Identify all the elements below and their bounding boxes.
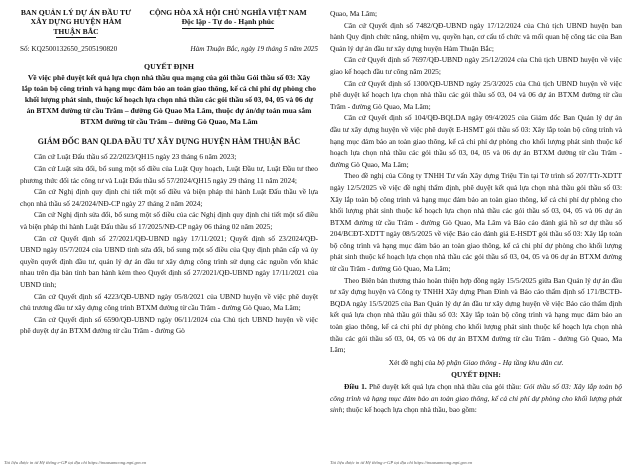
document-header [20, 8, 318, 38]
legal-basis-item: Theo Biên bản thương thảo hoàn thiện hợp đồng ngày 15/5/2025 giữa Ban Quản lý dự án đầu tư xây dựng huyện và Công ty TNHH Xây dựng Phan Đình và Báo cáo thẩm định số 171/BCTĐ-BQDA ngày 15/5/2025 của Ban Quản lý dự án đầu tư xây dựng huyện về việc Báo cáo thẩm định kết quả lựa chọn nhà thầu gói thầu số 03: Xây lắp toàn bộ công trình và hạng mục đảm bảo an toàn giao thông, kể cả chi phí dự phòng cho khối lượng phát sinh thuộc kế hoạch lựa chọn nhà thầu các gói thầu số 03, 04, 05 và 06 dự án BTXM đường từ cầu Trâm - đường Gò Quao, Ma Lâm; [330, 275, 622, 355]
legal-basis-item: Căn cứ Quyết định số 7482/QĐ-UBND ngày 17/12/2024 của Chủ tịch UBND huyện ban hành Quy định chức năng, nhiệm vụ, quyền hạn, cơ cấu tổ chức và mối quan hệ công tác của Ban Quản lý dự án đầu tư xây dựng huyện Hàm Thuận Bắc; [330, 20, 622, 53]
recommendation-line [330, 357, 622, 369]
legal-basis-item: Căn cứ Nghị định sửa đổi, bổ sung một số điều của các Nghị định quy định chi tiết một số điều và biện pháp thi hành Luật Đấu thầu số 17/2025/NĐ-CP ngày 06 tháng 02 năm 2025; [20, 210, 318, 231]
legal-basis-item: Căn cứ Quyết định số 6590/QĐ-UBND ngày 06/11/2024 của Chủ tịch UBND huyện về việc phê duyệt dự án BTXM đường từ cầu Trâm - đường Gò [20, 314, 318, 336]
issuing-agency [20, 8, 132, 38]
nation-name: CỘNG HÒA XÃ HỘI CHỦ NGHĨA VIỆT NAM [149, 8, 307, 17]
legal-basis-item: Căn cứ Luật Đấu thầu số 22/2023/QH15 ngày 23 tháng 6 năm 2023; [34, 152, 237, 162]
decision-heading: QUYẾT ĐỊNH: [451, 370, 501, 380]
legal-basis-item: Căn cứ Quyết định số 7697/QĐ-UBND ngày 25/12/2024 của Chủ tịch UBND huyện về việc giao kế hoạch đầu tư công năm 2025; [330, 55, 622, 76]
page-footer-left: Tài liệu được in từ Hệ thống e-GP tại địa chỉ https://muasamcong.mpi.gov.vn [4, 460, 147, 465]
legal-basis-item: Căn cứ Nghị định quy định chi tiết một số điều và biện pháp thi hành Luật Đấu thầu về lựa chọn nhà thầu số 24/2024/NĐ-CP ngày 27 tháng 2 năm 2024; [20, 187, 318, 208]
national-motto: Độc lập - Tự do - Hạnh phúc [181, 17, 275, 27]
right-column [330, 8, 622, 416]
package-name: Gói thầu số 03: Xây lắp toàn bộ công trình và hạng mục đảm bảo an toàn giao thông, kể cả chi phí dự phòng cho khối lượng phát sinh [330, 382, 622, 415]
legal-basis-item: Căn cứ Quyết định số 104/QĐ-BQLDA ngày 09/4/2025 của Giám đốc Ban Quản lý dự án đầu tư xây dựng huyện về việc phê duyệt E-HSMT gói thầu số 03: Xây lắp toàn bộ công trình và hạng mục đảm bảo an toàn giao thông, kể cả chi phí dự phòng cho khối lượng phát sinh thuộc kế hoạch lựa chọn nhà thầu các gói thầu số 03, 04, 05 và 06 dự án BTXM đường từ cầu Trâm - đường Gò Quao, Ma Lâm; [330, 113, 622, 169]
issuing-authority: GIÁM ĐỐC BAN QLDA ĐẦU TƯ XÂY DỰNG HUYỆN HÀM THUẬN BẮC [37, 137, 301, 147]
motto-underline [182, 28, 274, 29]
recommendation-suffix: . [561, 357, 564, 367]
article-1-text-end: ; thuộc kế hoạch lựa chọn nhà thầu, bao gồm: [342, 405, 477, 415]
agency-underline [56, 37, 96, 38]
article-1 [330, 381, 622, 416]
agency-name: BAN QUẢN LÝ DỰ ÁN ĐẦU TƯ XÂY DỰNG HUYỆN HÀM THUẬN BẮC [20, 8, 132, 36]
legal-basis-item: Căn cứ Quyết định số 27/2021/QĐ-UBND ngày 17/11/2021; Quyết định số 23/2024/QĐ-UBND ngày 05/7/2024 của UBND tỉnh sửa đổi, bổ sung một số điều của Quy định phân cấp và ủy quyền quyết định đầu tư, quản lý dự án đầu tư xây dựng công trình sử dụng các nguồn vốn khác nhau trên địa bàn tỉnh ban hành kèm theo Quyết định số 27/2021/QĐ-UBND ngày 17/11/2021 của UBND tỉnh; [20, 233, 318, 289]
number-date-row [20, 44, 318, 56]
place-date: Hàm Thuận Bắc, ngày 19 tháng 5 năm 2025 [190, 45, 318, 54]
page-footer-right: Tài liệu được in từ Hệ thống e-GP tại địa chỉ https://muasamcong.mpi.gov.vn [330, 460, 473, 465]
recommendation-prefix: Xét đề nghị của [388, 357, 438, 367]
left-column [20, 8, 318, 337]
recommending-unit: bộ phận Giao thông - Hạ tầng khu dân cư [437, 357, 562, 367]
article-1-text: Phê duyệt kết quả lựa chọn nhà thầu của gói thầu: [366, 382, 524, 391]
continued-text: Quao, Ma Lâm; [330, 9, 377, 18]
legal-basis-list [20, 151, 318, 337]
national-heading [138, 8, 318, 38]
legal-basis-item: Căn cứ Luật sửa đổi, bổ sung một số điều của Luật Quy hoạch, Luật Đầu tư, Luật Đầu tư theo phương thức đối tác công tư và Luật Đấu thầu số 57/2024/QH15 ngày 29 tháng 11 năm 2024; [20, 164, 318, 185]
article-1-label: Điều 1. [344, 382, 367, 391]
legal-basis-item: Căn cứ Quyết định số 1300/QĐ-UBND ngày 25/3/2025 của Chủ tịch UBND huyện về việc phê duyệt kế hoạch lựa chọn nhà thầu các gói thầu số 03, 04 và 06 dự án BTXM đường từ cầu Trâm - đường Gò Quao, Ma Lâm; [330, 78, 622, 111]
document-title: QUYẾT ĐỊNH [144, 61, 194, 71]
document-number: Số: KQ2500132650_2505190820 [20, 45, 118, 54]
document-subject: Về việc phê duyệt kết quả lựa chọn nhà thầu qua mạng của gói thầu Gói thầu số 03: Xây lắp toàn bộ công trình và hạng mục đảm bảo an toàn giao thông, kế cả chi phí dự phòng cho khối lượng phát sinh, thuộc kế hoạch lựa chọn nhà thầu các gói thầu số 03, 04, 05 và 06 dự án BTXM đường từ cầu Trâm – đường Gò Quao Ma Lâm, thuộc dự án/dự toán mua sắm BTXM đường từ cầu Trâm – đường Gò Quao, Ma Lâm [22, 73, 316, 127]
legal-basis-item: Theo đề nghị của Công ty TNHH Tư vấn Xây dựng Triệu Tín tại Tờ trình số 207/TTr-XDTT ngày 12/5/2025 về việc đề nghị thẩm định, phê duyệt kết quả lựa chọn nhà thầu gói thầu số 03: Xây lắp toàn bộ công trình và hạng mục đảm bảo an toàn giao thông, kể cả chi phí dự phòng cho khối lượng phát sinh thuộc kế hoạch lựa chọn nhà thầu các gói thầu số 03, 04, 05 và 06 dự án BTXM đường từ cầu Trâm - đường Gò Quao, Ma Lâm và Báo cáo đánh giá hồ sơ dự thầu số 204/BCĐT-XDTT ngày 08/5/2025 về việc Báo cáo đánh giá E-HSDT gói thầu số 03: Xây lắp toàn bộ công trình và hạng mục đảm bảo an toàn giao thông, kể cả chi phí dự phòng cho khối lượng phát sinh thuộc kế hoạch lựa chọn nhà thầu các gói thầu số 03, 04, 05 và 06 dự án BTXM đường từ cầu Trâm - đường Gò Quao, Ma Lâm; [330, 171, 622, 274]
legal-basis-item: Căn cứ Quyết định số 4223/QĐ-UBND ngày 05/8/2021 của UBND huyện về việc phê duyệt chủ trương đầu tư xây dựng công trình BTXM đường từ cầu Trâm - đường Gò Quao, Ma Lâm; [20, 291, 318, 313]
